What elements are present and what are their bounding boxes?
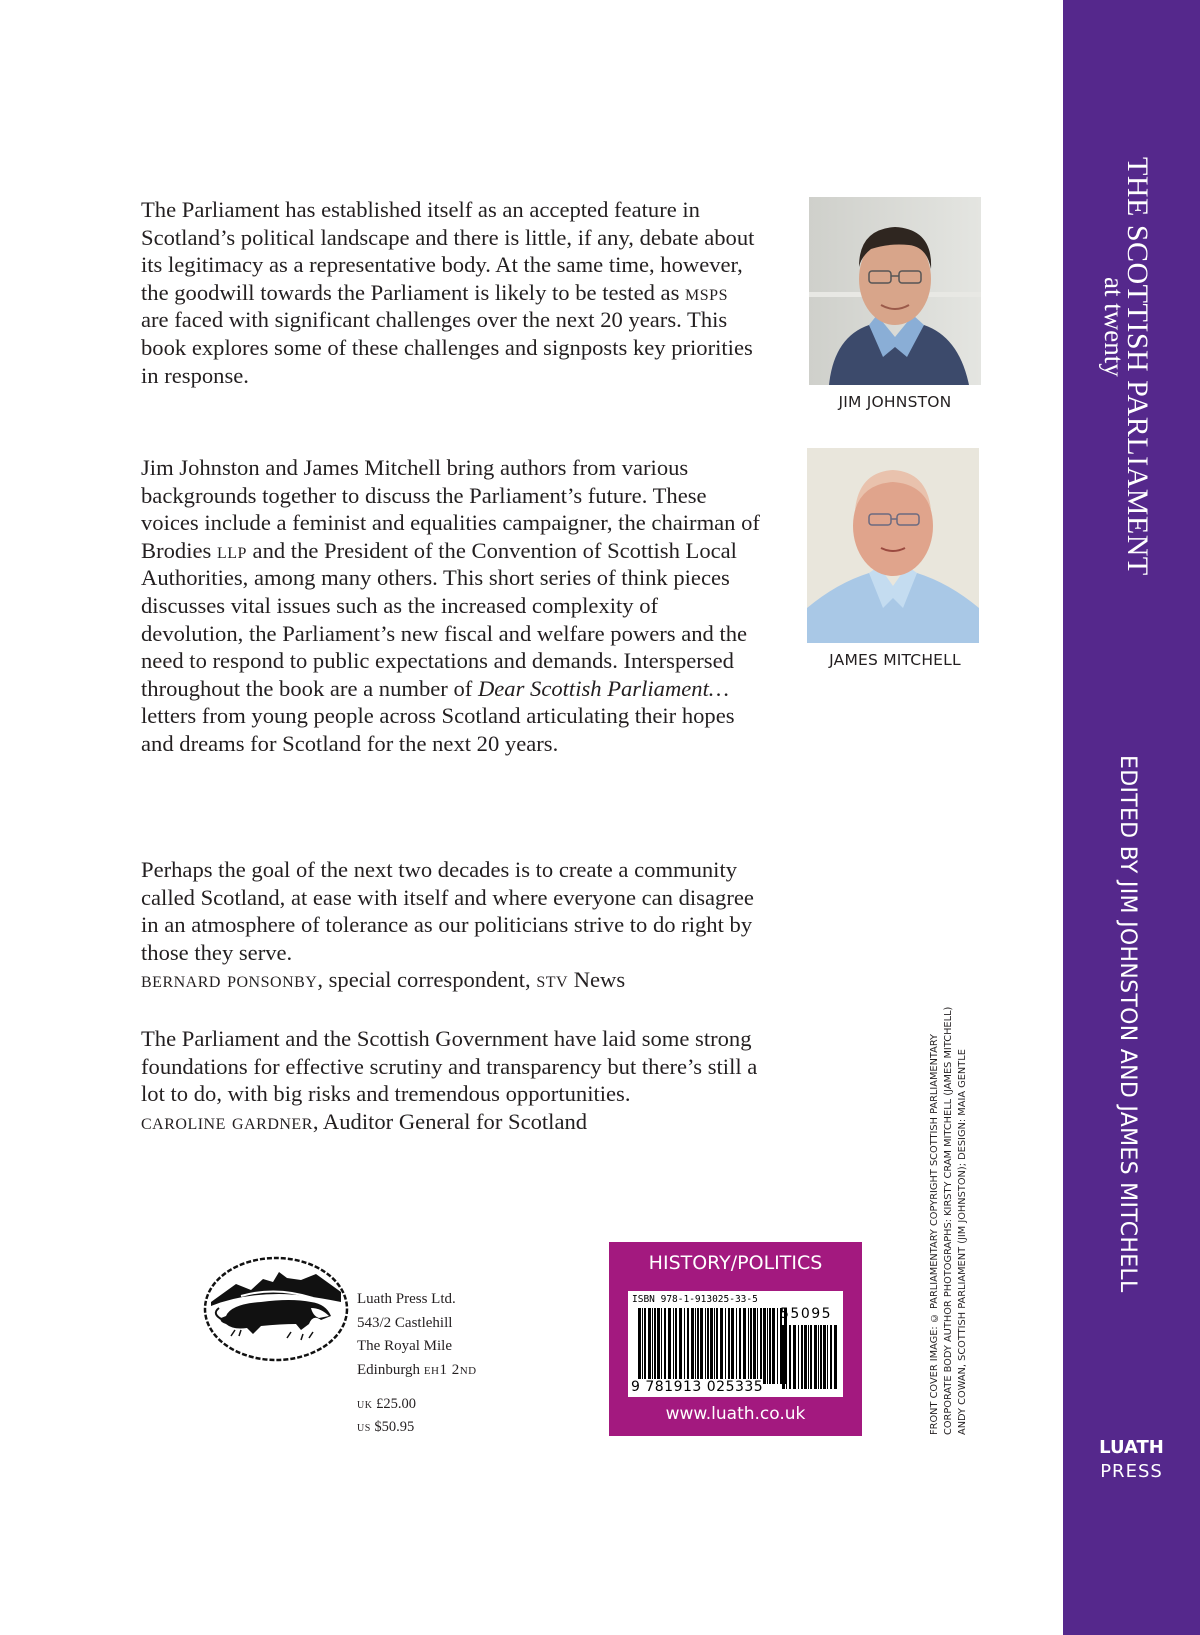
barcode-bar: [652, 1308, 653, 1384]
barcode-bar: [801, 1325, 803, 1389]
ean-digits: 9 781913 025335: [631, 1379, 764, 1395]
spine-title: THE SCOTTISH PARLIAMENT: [1121, 157, 1154, 576]
blurb-p1-text: The Parliament has established itself as an accepted feature in Scotland’s political landscape and there is little, if any, debate about its legitimacy as a representative body. At the same time, however, the goodwill towards the Parliament is likely to be tested as: [141, 197, 755, 305]
barcode-panel: [628, 1291, 843, 1397]
credits-line-3: ANDY COWAN, SCOTTISH PARLIAMENT (JIM JOHNSTON); DESIGN: MAIA GENTLE: [957, 1049, 968, 1435]
barcode-bar: [710, 1308, 713, 1384]
quote-1-author: bernard ponsonby: [141, 967, 318, 993]
barcode-bar: [763, 1308, 766, 1384]
barcode-bar: [814, 1325, 817, 1389]
llp-smallcaps: llp: [216, 537, 247, 563]
quote-2-text: The Parliament and the Scottish Government have laid some strong foundations for effective scrutiny and transparency but there’s still a lot to do, with big risks and tremendous opportunities.: [141, 1026, 758, 1107]
barcode-bar: [695, 1308, 696, 1384]
author-photo-jim-johnston: [809, 197, 981, 385]
credits-line-1: FRONT COVER IMAGE: © PARLIAMENTARY COPYRIGHT SCOTTISH PARLIAMENTARY: [929, 1033, 940, 1435]
spine-imprint: [1063, 1436, 1200, 1484]
barcode-bar: [789, 1325, 791, 1389]
barcode-bar: [642, 1308, 643, 1384]
barcode-bar: [798, 1325, 799, 1389]
publisher-address-line-2: The Royal Mile: [357, 1338, 452, 1354]
ean-barcode-icon: [638, 1308, 788, 1384]
author-name-jim-johnston: JIM JOHNSTON: [838, 393, 952, 411]
publisher-name: Luath Press Ltd.: [357, 1291, 456, 1307]
blurb-p1-rest: are faced with significant challenges over the next 20 years. This book explores some of these challenges and signposts key priorities in response.: [141, 307, 753, 388]
msps-smallcaps: msps: [685, 279, 728, 305]
price-us-value: $50.95: [370, 1419, 415, 1435]
barcode-bar: [753, 1308, 756, 1384]
genre-label: HISTORY/POLITICS: [648, 1252, 823, 1274]
publisher-address: [357, 1288, 477, 1382]
quote-1-text: Perhaps the goal of the next two decades is to create a community called Scotland, at ease with itself and where everyone can disagree in an atmosphere of tolerance as our politicians strive to do right by those they serve.: [141, 857, 754, 965]
barcode-bar: [654, 1308, 656, 1384]
barcode-bar: [808, 1325, 809, 1389]
addon-digits: 55095: [780, 1306, 833, 1322]
barcode-bar: [830, 1325, 832, 1389]
barcode-bar: [736, 1308, 737, 1384]
quote-2-role: , Auditor General for Scotland: [312, 1108, 588, 1134]
barcode-bar: [834, 1325, 837, 1389]
price-us-label: us: [357, 1419, 371, 1435]
barcode-bar: [664, 1308, 666, 1384]
barcode-bar: [657, 1308, 660, 1384]
barcode-bar: [673, 1308, 674, 1384]
website-link[interactable]: www.luath.co.uk: [665, 1404, 806, 1424]
publisher-address-line-1: 543/2 Castlehill: [357, 1314, 453, 1331]
quote-2: [141, 1025, 761, 1135]
price-uk-value: £25.00: [372, 1396, 416, 1412]
barcode-bar: [691, 1308, 694, 1384]
barcode-bar: [684, 1308, 685, 1384]
barcode-bar: [820, 1325, 822, 1389]
publisher-city-line: [357, 1359, 477, 1383]
barcode-bar: [716, 1308, 718, 1384]
spine-subtitle: at twenty: [1099, 277, 1129, 377]
imprint-press: PRESS: [1100, 1461, 1163, 1482]
imprint-luath: LUATH: [1099, 1437, 1164, 1458]
quote-1-role-b: News: [568, 967, 626, 993]
barcode-bar: [804, 1325, 807, 1389]
barcode-bar: [760, 1308, 762, 1384]
blurb-paragraph-1: [141, 196, 761, 389]
barcode-bar: [720, 1308, 723, 1384]
photo-credits: [928, 1005, 970, 1435]
price-us: [357, 1416, 416, 1439]
barcode-bar: [675, 1308, 677, 1384]
barcode-bar: [707, 1308, 709, 1384]
quote-1: [141, 856, 761, 994]
barcode-bar: [772, 1308, 775, 1384]
quote-2-attribution: [141, 1108, 761, 1136]
quote-2-author: caroline gardner: [141, 1108, 313, 1134]
barcode-bar: [679, 1308, 682, 1384]
portrait-jim-johnston-image: [809, 197, 981, 385]
barcode-bar: [648, 1308, 651, 1384]
barcode-bar: [705, 1308, 706, 1384]
genre-barcode-box: [609, 1242, 862, 1436]
price-uk: [357, 1393, 416, 1416]
quote-1-attribution: [141, 966, 761, 994]
barcode-bar: [668, 1308, 671, 1384]
publisher-postcode: eh1 2nd: [423, 1361, 477, 1378]
barcode-bar: [827, 1325, 828, 1389]
barcode-bar: [714, 1308, 715, 1384]
portrait-james-mitchell-image: [807, 448, 979, 643]
barcode-bar: [823, 1325, 826, 1389]
publisher-city: Edinburgh: [357, 1361, 424, 1378]
blurb-p2-b: and the President of the Convention of Scottish Local Authorities, among many others. This short series of think pieces discusses vital issues such as the increased complexity of devolution, the Parliament’s new fiscal and welfare powers and the need to respond to public expectations and demands. Interspersed throughout the book are a number of: [141, 537, 748, 701]
addon-barcode-icon: [782, 1325, 838, 1389]
barcode-bar: [810, 1325, 812, 1389]
price-uk-label: uk: [357, 1396, 373, 1412]
barcode-bar: [743, 1308, 746, 1384]
barcode-bar: [769, 1308, 771, 1384]
barcode-bar: [818, 1325, 819, 1389]
barcode-bar: [725, 1308, 726, 1384]
barcode-bar: [697, 1308, 699, 1384]
barcode-bar: [661, 1308, 662, 1384]
blurb-paragraph-2: [141, 454, 761, 758]
barcode-bar: [782, 1325, 785, 1389]
barcode-bar: [700, 1308, 703, 1384]
barcode-bar: [748, 1308, 749, 1384]
author-name-james-mitchell: JAMES MITCHELL: [829, 651, 961, 669]
barcode-bar: [750, 1308, 752, 1384]
barcode-bar: [687, 1308, 689, 1384]
luath-press-logo: [201, 1254, 351, 1364]
quote-1-role-sc: stv: [536, 967, 569, 993]
barcode-bar: [786, 1325, 787, 1389]
blurb-p2-a: Jim Johnston and James Mitchell bring authors from various backgrounds together to discuss the Parliament’s future. These voices include a feminist and equalities campaigner, the chairman of Brodies: [141, 455, 760, 563]
prices: [357, 1393, 416, 1439]
barcode-bar: [638, 1308, 641, 1384]
quote-1-role-a: , special correspondent,: [317, 967, 537, 993]
credits-line-2: CORPORATE BODY AUTHOR PHOTOGRAPHS: KIRSTY CRAM MITCHELL (JAMES MITCHELL): [943, 1006, 954, 1435]
isbn-text: ISBN 978-1-913025-33-5: [632, 1294, 758, 1305]
barcode-bar: [757, 1308, 758, 1384]
barcode-bar: [731, 1308, 734, 1384]
barcode-bar: [739, 1308, 741, 1384]
dear-scottish-parliament-italic: Dear Scottish Parliament…: [477, 675, 729, 701]
barcode-bar: [728, 1308, 730, 1384]
blurb-p2-c: letters from young people across Scotland articulating their hopes and dreams for Scotland for the next 20 years.: [141, 703, 735, 756]
barcode-bar: [767, 1308, 768, 1384]
author-photo-james-mitchell: [807, 448, 979, 643]
barcode-bar: [644, 1308, 646, 1384]
spine-editors: EDITED BY JIM JOHNSTON AND JAMES MITCHELL: [1115, 755, 1140, 1293]
barcode-bar: [793, 1325, 796, 1389]
barcode-bar: [777, 1308, 778, 1384]
